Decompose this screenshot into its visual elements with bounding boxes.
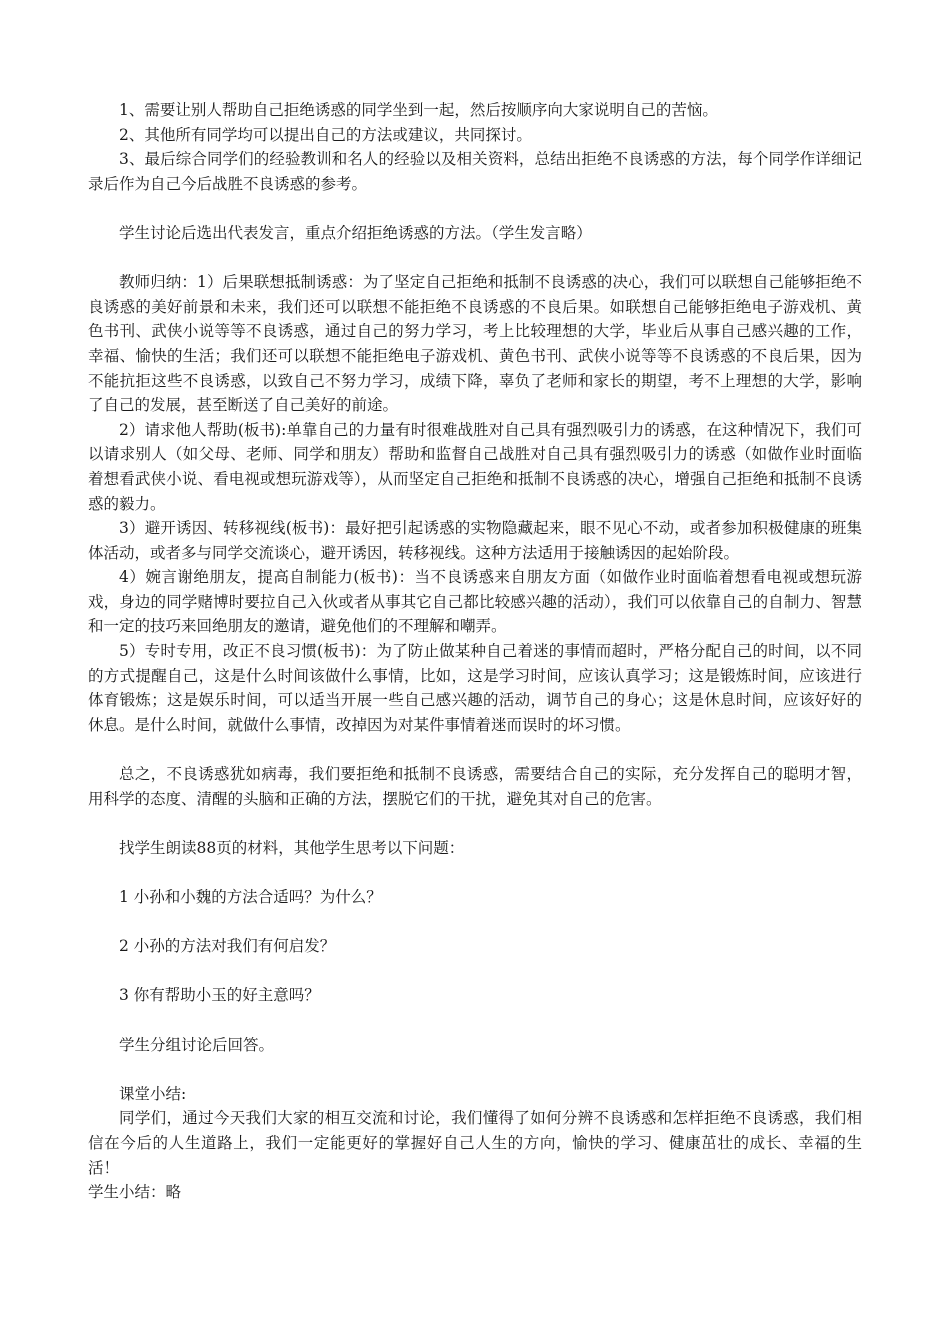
- question-1: 1 小孙和小魏的方法合适吗？为什么？: [119, 888, 382, 906]
- document-body: [88, 98, 862, 1205]
- reading-task-paragraph: 找学生朗读88页的材料，其他学生思考以下问题：: [119, 838, 465, 857]
- question-2: 2 小孙的方法对我们有何启发？: [119, 937, 336, 956]
- group-discussion-paragraph: 学生分组讨论后回答。: [119, 1035, 275, 1054]
- question-3: 3 你有帮助小玉的好主意吗？: [119, 986, 320, 1005]
- class-summary-paragraph: 同学们，通过今天我们大家的相互交流和讨论，我们懂得了如何分辨不良诱惑和怎样拒绝不良诱惑，我们相信在今后的人生道路上，我们一定能更好的掌握好自己人生的方向，愉快的学习、健康茁壮的成长、幸福的生活！: [88, 1109, 862, 1177]
- step-1-paragraph: 1、需要让别人帮助自己拒绝诱惑的同学坐到一起，然后按顺序向大家说明自己的苦恼。: [119, 101, 718, 119]
- method-2-paragraph: 2）请求他人帮助(板书):单靠自己的力量有时很难战胜对自己具有强烈吸引力的诱惑，在这种情况下，我们可以请求别人（如父母、老师、同学和朋友）帮助和监督自己战胜对自己具有强烈吸引力的诱惑（如做作业时面临着想看武侠小说、看电视或想玩游戏等），从而坚定自己拒绝和抵制不良诱惑的决心，增强自己拒绝和抵制不良诱惑的毅力。: [88, 420, 862, 513]
- method-5-paragraph: 5）专时专用，改正不良习惯(板书)：为了防止做某种自己着迷的事情而超时，严格分配自己的时间，以不同的方式提醒自己，这是什么时间该做什么事情，比如，这是学习时间，应该认真学习；这是锻炼时间，应该进行体育锻炼；这是娱乐时间，可以适当开展一些自己感兴趣的活动，调节自己的身心；这是休息时间，应该好好的休息。是什么时间，就做什么事情，改掉因为对某件事情着迷而误时的坏习惯。: [88, 642, 862, 734]
- teacher-summary-paragraph: 教师归纳：1）后果联想抵制诱惑：为了坚定自己拒绝和抵制不良诱惑的决心，我们可以联想自己能够拒绝不良诱惑的美好前景和未来，我们还可以联想不能拒绝不良诱惑的不良后果。如联想自己能够拒绝电子游戏机、黄色书刊、武侠小说等等不良诱惑，通过自己的努力学习，考上比较理想的大学，毕业后从事自己感兴趣的工作，幸福、愉快的生活；我们还可以联想不能拒绝电子游戏机、黄色书刊、武侠小说等等不良诱惑的不良后果，因为不能抗拒这些不良诱惑，以致自己不努力学习，成绩下降，辜负了老师和家长的期望，考不上理想的大学，影响了自己的发展，甚至断送了自己美好的前途。: [88, 273, 862, 415]
- step-2-paragraph: 2、其他所有同学均可以提出自己的方法或建议，共同探讨。: [119, 125, 532, 144]
- student-summary-paragraph: 学生小结：略: [88, 1183, 182, 1202]
- discussion-paragraph: 学生讨论后选出代表发言，重点介绍拒绝诱惑的方法。（学生发言略）: [119, 223, 592, 242]
- conclusion-paragraph: 总之，不良诱惑犹如病毒，我们要拒绝和抵制不良诱惑，需要结合自己的实际，充分发挥自己的聪明才智，用科学的态度、清醒的头脑和正确的方法，摆脱它们的干扰，避免其对自己的危害。: [88, 765, 862, 808]
- method-4-paragraph: 4）婉言谢绝朋友，提高自制能力(板书)：当不良诱惑来自朋友方面（如做作业时面临着想看电视或想玩游戏，身边的同学赌博时要拉自己入伙或者从事其它自己都比较感兴趣的活动），我们可以依靠自己的自制力、智慧和一定的技巧来回绝朋友的邀请，避免他们的不理解和嘲弄。: [88, 568, 862, 636]
- method-3-paragraph: 3）避开诱因、转移视线(板书)：最好把引起诱惑的实物隐藏起来，眼不见心不动，或者参加积极健康的班集体活动，或者多与同学交流谈心，避开诱因，转移视线。这种方法适用于接触诱因的起始阶段。: [88, 519, 862, 562]
- class-summary-heading: 课堂小结:: [119, 1084, 187, 1103]
- step-3-paragraph: 3、最后综合同学们的经验教训和名人的经验以及相关资料，总结出拒绝不良诱惑的方法，每个同学作详细记录后作为自己今后战胜不良诱惑的参考。: [88, 150, 862, 193]
